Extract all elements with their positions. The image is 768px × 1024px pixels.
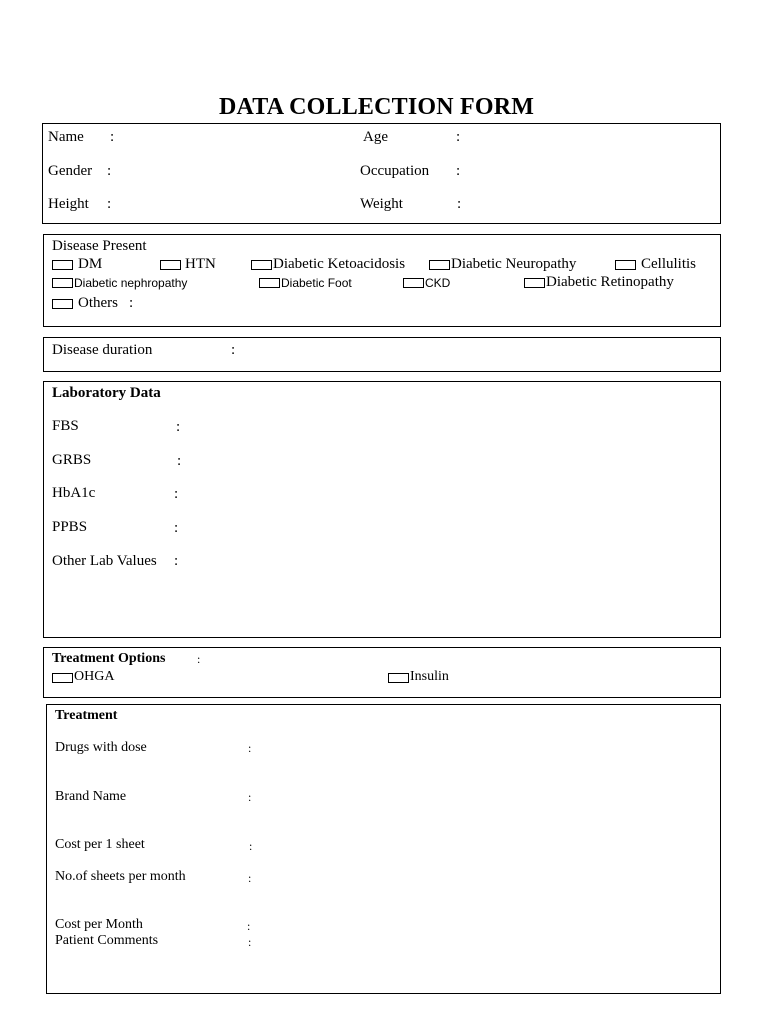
treatment-heading: Treatment	[55, 708, 118, 723]
occupation-label: Occupation	[360, 163, 430, 179]
neuropathy-checkbox[interactable]	[429, 260, 450, 270]
height-label: Height	[48, 196, 89, 212]
ppbs-label: PPBS	[52, 519, 88, 535]
laboratory-data-heading: Laboratory Data	[52, 385, 161, 401]
hba1c-colon: :	[174, 486, 179, 502]
grbs-label: GRBS	[52, 452, 92, 468]
others-label: Others	[78, 295, 118, 311]
ckd-checkbox[interactable]	[403, 278, 424, 288]
page-title: DATA COLLECTION FORM	[219, 94, 535, 120]
retinopathy-checkbox[interactable]	[524, 278, 545, 288]
drugs-with-dose-label: Drugs with dose	[55, 740, 147, 755]
ohga-label: OHGA	[74, 669, 115, 684]
grbs-colon: :	[177, 453, 182, 469]
neuropathy-label: Diabetic Neuropathy	[451, 256, 577, 272]
weight-colon: :	[457, 196, 462, 212]
brand-name-label: Brand Name	[55, 789, 127, 804]
insulin-label: Insulin	[410, 669, 449, 684]
dm-checkbox[interactable]	[52, 260, 73, 270]
dm-label: DM	[78, 256, 103, 272]
weight-label: Weight	[360, 196, 403, 212]
ohga-checkbox[interactable]	[52, 673, 73, 683]
patient-comments-colon: :	[248, 935, 252, 949]
drugs-with-dose-colon: :	[248, 741, 252, 755]
age-colon: :	[456, 129, 461, 145]
laboratory-data-section	[43, 381, 721, 638]
treatment-section	[46, 704, 721, 994]
disease-duration-colon: :	[231, 342, 236, 358]
treatment-options-colon: :	[197, 652, 201, 666]
sheets-per-month-colon: :	[248, 871, 252, 885]
patient-comments-label: Patient Comments	[55, 933, 159, 948]
retinopathy-label: Diabetic Retinopathy	[546, 274, 674, 290]
treatment-options-heading: Treatment Options	[52, 651, 166, 666]
diabetic-foot-checkbox[interactable]	[259, 278, 280, 288]
disease-present-heading: Disease Present	[52, 238, 147, 254]
hba1c-label: HbA1c	[52, 485, 96, 501]
occupation-colon: :	[456, 163, 461, 179]
htn-label: HTN	[185, 256, 216, 272]
ketoacidosis-label: Diabetic Ketoacidosis	[273, 256, 406, 272]
disease-duration-label: Disease duration	[52, 342, 153, 358]
others-colon: :	[129, 295, 134, 311]
cost-per-month-label: Cost per Month	[55, 917, 143, 932]
cost-per-month-colon: :	[247, 919, 251, 933]
insulin-checkbox[interactable]	[388, 673, 409, 683]
height-colon: :	[107, 196, 112, 212]
other-lab-values-label: Other Lab Values	[52, 553, 157, 569]
name-colon: :	[110, 129, 115, 145]
cost-per-sheet-colon: :	[249, 839, 253, 853]
others-checkbox[interactable]	[52, 299, 73, 309]
ckd-label: CKD	[425, 276, 451, 290]
nephropathy-checkbox[interactable]	[52, 278, 73, 288]
ketoacidosis-checkbox[interactable]	[251, 260, 272, 270]
brand-name-colon: :	[248, 790, 252, 804]
age-label: Age	[363, 129, 388, 145]
cellulitis-label: Cellulitis	[641, 256, 697, 272]
name-label: Name	[48, 129, 84, 145]
cellulitis-checkbox[interactable]	[615, 260, 636, 270]
nephropathy-label: Diabetic nephropathy	[74, 276, 188, 290]
cost-per-sheet-label: Cost per 1 sheet	[55, 837, 145, 852]
diabetic-foot-label: Diabetic Foot	[281, 276, 352, 290]
gender-label: Gender	[48, 163, 93, 179]
other-lab-values-colon: :	[174, 553, 179, 569]
fbs-colon: :	[176, 419, 181, 435]
gender-colon: :	[107, 163, 112, 179]
sheets-per-month-label: No.of sheets per month	[55, 869, 186, 884]
ppbs-colon: :	[174, 520, 179, 536]
htn-checkbox[interactable]	[160, 260, 181, 270]
fbs-label: FBS	[52, 418, 79, 434]
